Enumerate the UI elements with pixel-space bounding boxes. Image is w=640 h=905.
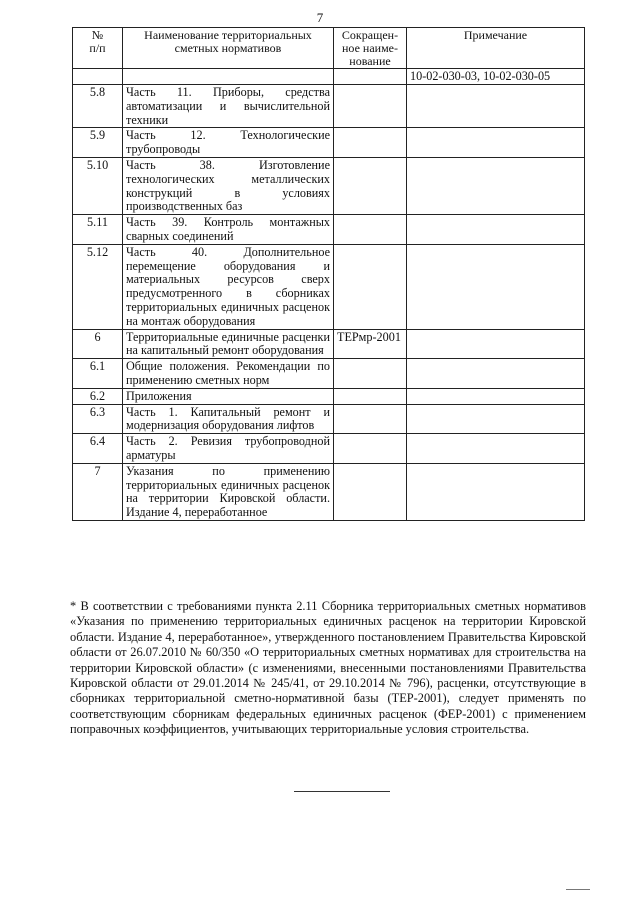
cell-name: Часть 11. Приборы, средства автоматизации и вычислительной техники	[123, 85, 334, 128]
cell-abbr	[334, 244, 407, 329]
cell-note	[407, 85, 585, 128]
cell-abbr	[334, 388, 407, 404]
header-num: № п/п	[73, 28, 123, 69]
cell-note	[407, 404, 585, 434]
cell-abbr	[334, 69, 407, 85]
table-row	[73, 359, 585, 389]
cell-abbr	[334, 359, 407, 389]
table-row	[73, 404, 585, 434]
cell-note	[407, 215, 585, 245]
cell-num: 6.2	[73, 388, 123, 404]
cell-name: Часть 38. Изготовление технологических металлических конструкций в условиях производственных баз	[123, 157, 334, 214]
norms-table	[72, 27, 585, 521]
table-row	[73, 157, 585, 214]
cell-note	[407, 388, 585, 404]
table-row	[73, 215, 585, 245]
cell-note: 10-02-030-03, 10-02-030-05	[407, 69, 585, 85]
header-name: Наименование территориальных сметных нормативов	[123, 28, 334, 69]
cell-name: Часть 40. Дополнительное перемещение оборудования и материальных ресурсов сверх предусмотренного в сборниках территориальных единичных расценок на монтаж оборудования	[123, 244, 334, 329]
end-rule	[294, 791, 390, 792]
cell-num: 5.11	[73, 215, 123, 245]
cell-num: 5.8	[73, 85, 123, 128]
cell-name: Часть 1. Капитальный ремонт и модернизация оборудования лифтов	[123, 404, 334, 434]
cell-abbr	[334, 404, 407, 434]
table-row	[73, 128, 585, 158]
cell-name: Указания по применению территориальных единичных расценок на территории Кировской области. Издание 4, переработанное	[123, 463, 334, 520]
cell-num: 6.3	[73, 404, 123, 434]
cell-name: Территориальные единичные расценки на капитальный ремонт оборудования	[123, 329, 334, 359]
cell-abbr: ТЕРмр-2001	[334, 329, 407, 359]
cell-abbr	[334, 215, 407, 245]
table-header-row	[73, 28, 585, 69]
table-row	[73, 388, 585, 404]
cell-num: 5.9	[73, 128, 123, 158]
cell-note	[407, 244, 585, 329]
cell-num: 5.12	[73, 244, 123, 329]
page-number: 7	[316, 10, 324, 25]
cell-num: 5.10	[73, 157, 123, 214]
header-note: Примечание	[407, 28, 585, 69]
cell-abbr	[334, 128, 407, 158]
cell-abbr	[334, 157, 407, 214]
corner-mark	[566, 889, 590, 890]
cell-note	[407, 463, 585, 520]
cell-name: Часть 12. Технологические трубопроводы	[123, 128, 334, 158]
cell-note	[407, 128, 585, 158]
footnote: * В соответствии с требованиями пункта 2.11 Сборника территориальных сметных нормативов «Указания по применению территориальных единичных расценок на территории Кировской области. Издание 4, переработанное», утвержденного постановлением Правительства Кировской области от 26.07.2010 № 60/350 «О территориальных сметных нормативах для строительства на территории Кировской области» (с изменениями, внесенными постановлениями Правительства Кировской области от 29.01.2014 № 245/41, от 29.10.2014 № 796), расценки, отсутствующие в сборниках территориальной сметно-нормативной базы (ТЕР-2001), следует применять по соответствующим сборникам федеральных единичных расценок (ФЕР-2001) с применением поправочных коэффициентов, учитывающих территориальные условия строительства.	[70, 599, 586, 737]
table-row	[73, 85, 585, 128]
cell-abbr	[334, 85, 407, 128]
cell-name	[123, 69, 334, 85]
table-row	[73, 463, 585, 520]
table-row-continuation	[73, 69, 585, 85]
cell-note	[407, 434, 585, 464]
cell-name: Приложения	[123, 388, 334, 404]
cell-num: 6.1	[73, 359, 123, 389]
cell-note	[407, 329, 585, 359]
header-abbr: Сокращен- ное наиме- нование	[334, 28, 407, 69]
cell-num	[73, 69, 123, 85]
cell-name: Общие положения. Рекомендации по применению сметных норм	[123, 359, 334, 389]
cell-num: 7	[73, 463, 123, 520]
cell-name: Часть 39. Контроль монтажных сварных соединений	[123, 215, 334, 245]
table-row	[73, 434, 585, 464]
cell-abbr	[334, 463, 407, 520]
cell-abbr	[334, 434, 407, 464]
cell-num: 6.4	[73, 434, 123, 464]
cell-name: Часть 2. Ревизия трубопроводной арматуры	[123, 434, 334, 464]
cell-note	[407, 359, 585, 389]
table-row	[73, 329, 585, 359]
cell-num: 6	[73, 329, 123, 359]
table-row	[73, 244, 585, 329]
cell-note	[407, 157, 585, 214]
